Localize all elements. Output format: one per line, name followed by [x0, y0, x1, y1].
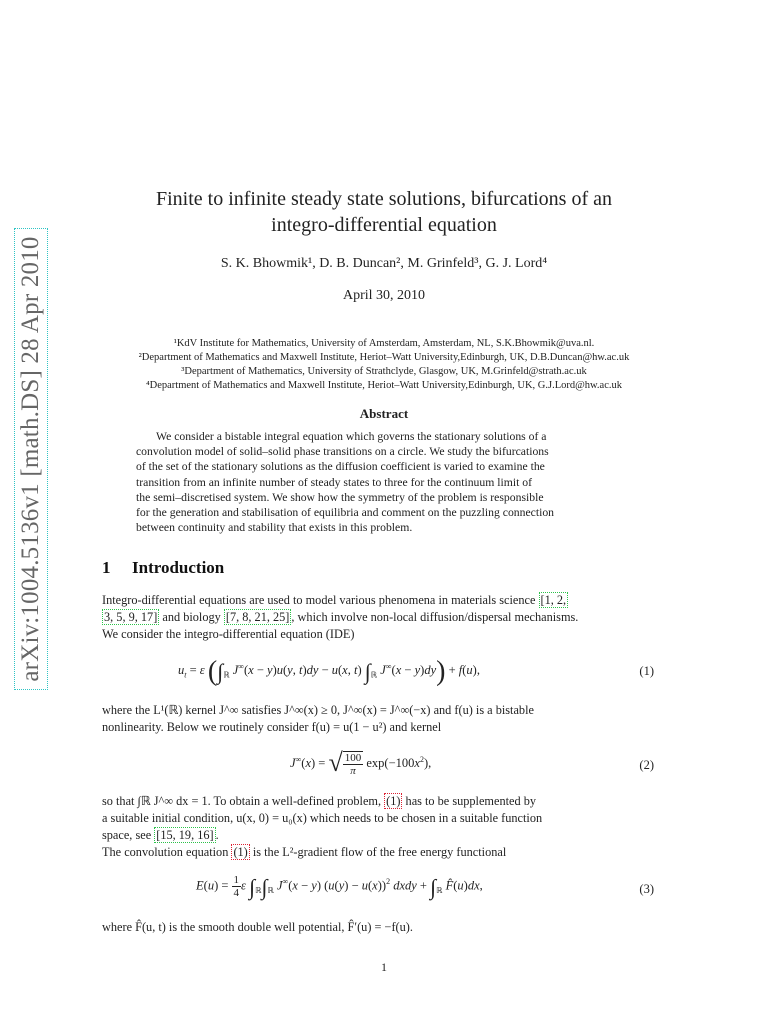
eq3-numerator: 1	[233, 874, 240, 886]
eq1-lhs-sub: t	[184, 670, 187, 680]
affiliation-3: ³Department of Mathematics, University of Strathclyde, Glasgow, UK, M.Grinfeld@strath.ac.uk	[181, 366, 587, 377]
intro-paragraph-2	[102, 702, 656, 736]
intro-text: , which involve non-local diffusion/dispersal mechanisms.	[291, 610, 579, 624]
paper-title-line2: integro-differential equation	[271, 214, 497, 236]
equation-3: E(u) = $\frac{1}{4}$ ε $\int_ℝ\int_ℝ$ J∞(x − y) $(u(y) - u(x))^2$ dxdy + $\int_ℝ$ F̂(u)dx,	[196, 874, 483, 900]
equation-ref-link[interactable]: (1)	[233, 845, 248, 859]
intro-text: has to be supplemented by	[402, 794, 536, 808]
affiliation-2: ²Department of Mathematics and Maxwell Institute, Heriot–Watt University,Edinburgh, UK, D.B.Duncan@hw.ac.uk	[138, 352, 630, 363]
paper-title-line1: Finite to infinite steady state solutions, bifurcations of an	[155, 188, 613, 210]
abstract-line: for the generation and stabilisation of equilibria and comment on the puzzling connection	[136, 506, 555, 520]
intro-text: .	[215, 828, 219, 842]
intro-text: The convolution equation	[102, 845, 232, 859]
affiliation-1: ¹KdV Institute for Mathematics, University of Amsterdam, Amsterdam, NL, S.K.Bhowmik@uva.nl.	[173, 338, 595, 349]
intro-text: and biology	[159, 610, 224, 624]
abstract-line: between continuity and stability that exists in this problem.	[136, 521, 413, 535]
intro-text: Integro-differential equations are used to model various phenomena in materials science	[102, 593, 539, 607]
section-title: Introduction	[132, 558, 225, 577]
abstract-line: transition from an infinite number of steady states to three for the continuum limit of	[136, 475, 532, 489]
paper-date: April 30, 2010	[342, 288, 426, 303]
equation-1-number: (1)	[639, 664, 654, 678]
equation-2-number: (2)	[639, 758, 654, 772]
author-list: S. K. Bhowmik¹, D. B. Duncan², M. Grinfeld³, G. J. Lord⁴	[220, 256, 548, 271]
paper-title	[0, 186, 768, 238]
intro-paragraph-3	[102, 793, 656, 861]
abstract-body	[136, 429, 622, 535]
eq2-numerator: 100	[344, 752, 362, 765]
intro-text: nonlinearity. Below we routinely consider f(u) = u(1 − u²) and kernel	[102, 720, 442, 734]
section-heading	[102, 558, 224, 578]
abstract-line: convolution model of solid–solid phase transitions on a circle. We study the bifurcations	[136, 445, 549, 459]
citation-link[interactable]: 3, 5, 9, 17]	[104, 610, 158, 624]
affiliations	[0, 337, 768, 393]
page-number: 1	[381, 960, 387, 974]
intro-text: space, see	[102, 828, 155, 842]
eq3-denominator: 4	[233, 887, 240, 899]
arxiv-identifier[interactable]: arXiv:1004.5136v1 [math.DS] 28 Apr 2010	[17, 236, 44, 682]
abstract-line: the semi–discretised system. We show how the symmetry of the problem is responsible	[136, 490, 544, 504]
abstract-line: of the set of the stationary solutions as the diffusion coefficient is varied to examine the	[136, 460, 545, 474]
citation-link[interactable]: [7, 8, 21, 25]	[225, 610, 290, 624]
section-number: 1	[102, 558, 111, 577]
affiliation-4: ⁴Department of Mathematics and Maxwell Institute, Heriot–Watt University,Edinburgh, UK, G.J.Lord@hw.ac.uk	[145, 380, 623, 391]
intro-paragraph-5	[102, 919, 656, 936]
equation-ref-link[interactable]: (1)	[386, 794, 401, 808]
intro-text: where F̂(u, t) is the smooth double well potential, F̂′(u) = −f(u).	[102, 920, 413, 934]
citation-link[interactable]: [15, 19, 16]	[156, 828, 214, 842]
abstract-heading: Abstract	[359, 406, 409, 421]
intro-text: We consider the integro-differential equation (IDE)	[102, 627, 355, 641]
intro-text: a suitable initial condition, u(x, 0) = u₀(x) which needs to be chosen in a suitable function	[102, 811, 543, 825]
citation-link[interactable]: [1, 2,	[540, 593, 567, 607]
abstract-line: We consider a bistable integral equation which governs the stationary solutions of a	[156, 430, 547, 443]
intro-text: is the L²-gradient flow of the free energy functional	[249, 845, 507, 859]
intro-text: so that ∫ℝ J^∞ dx = 1. To obtain a well-defined problem,	[102, 794, 385, 808]
intro-paragraph-1	[102, 592, 656, 643]
eq2-denominator: π	[350, 765, 356, 778]
intro-text: where the L¹(ℝ) kernel J^∞ satisfies J^∞(x) ≥ 0, J^∞(x) = J^∞(−x) and f(u) is a bistable	[102, 703, 534, 717]
equation-3-number: (3)	[639, 882, 654, 896]
equation-1: $u_t = \varepsilon$ ($\int_ℝ$ J∞(x − y)u(y, t)dy − u(x, t) $\int_ℝ$ J∞(x − y)dy) + f(u),	[178, 656, 480, 687]
eq1-lhs: u	[178, 663, 185, 677]
equation-2: J∞(x) = √ $\frac{100}{\pi}$ $\exp(-100x^2)$,	[290, 748, 432, 778]
